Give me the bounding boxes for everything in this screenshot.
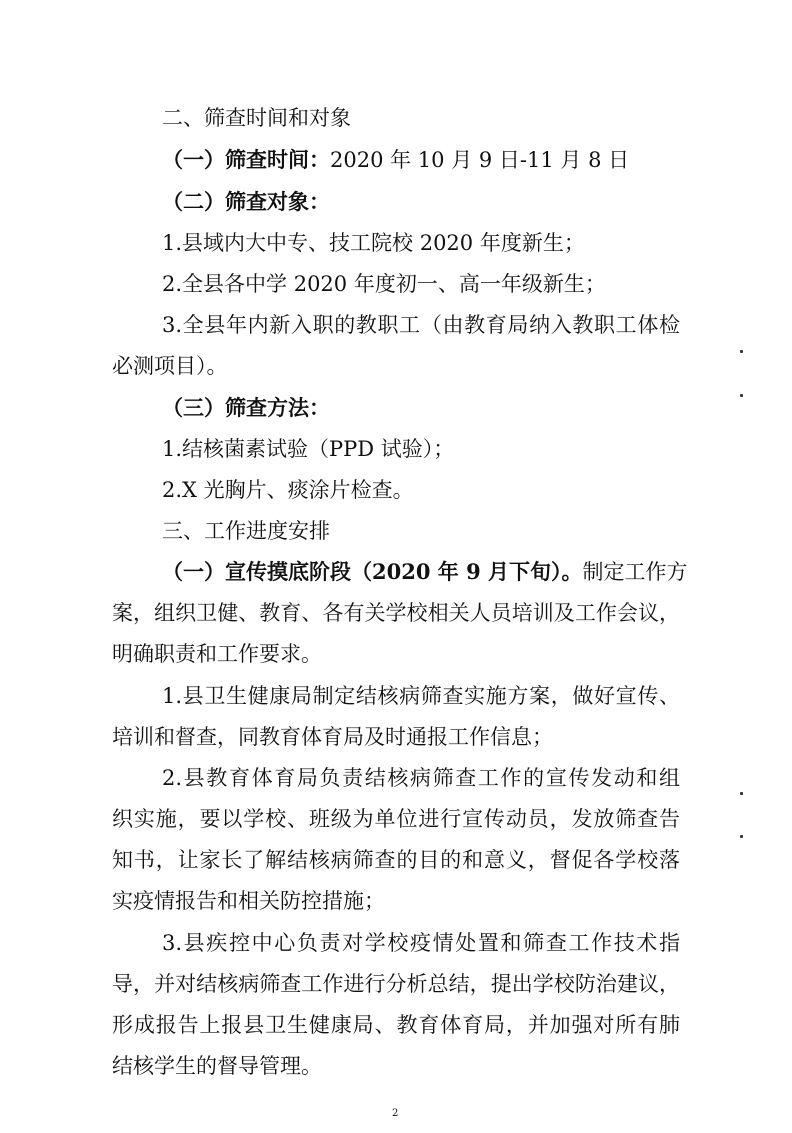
task-item-3-line4: 结核学生的督导管理。: [112, 1054, 322, 1078]
phase1-line3: 明确职责和工作要求。: [112, 642, 322, 666]
scan-speck: [740, 792, 743, 795]
task-item-1-line2: 培训和督查，同教育体育局及时通报工作信息；: [112, 725, 553, 749]
phase1-text: 制定工作方: [582, 560, 688, 584]
task-item-3-line2: 导，并对结核病筛查工作进行分析总结，提出学校防治建议，: [112, 972, 680, 996]
method-item-1: 1.结核菌素试验（PPD 试验）；: [162, 437, 455, 461]
method-item-2: 2.X 光胸片、痰涂片检查。: [162, 478, 414, 502]
section2-title: 二、筛查时间和对象: [162, 106, 351, 130]
scan-speck: [740, 394, 743, 397]
phase1-line1: [162, 558, 688, 586]
screening-target-label: （二）筛查对象：: [162, 189, 330, 214]
task-item-2-line1: 2.县教育体育局负责结核病筛查工作的宣传发动和组: [162, 766, 680, 790]
target-item-2: 2.全县各中学 2020 年度初一、高一年级新生；: [162, 272, 606, 296]
scan-speck: [740, 835, 743, 838]
task-item-3-line3: 形成报告上报县卫生健康局、教育体育局，并加强对所有肺: [112, 1013, 680, 1037]
screening-time-value: 2020 年 10 月 9 日-11 月 8 日: [330, 148, 630, 172]
task-item-1-line1: 1.县卫生健康局制定结核病筛查实施方案，做好宣传、: [162, 684, 680, 708]
task-item-2-line4: 实疫情报告和相关防控措施；: [112, 889, 385, 913]
task-item-3-line1: 3.县疾控中心负责对学校疫情处置和筛查工作技术指: [162, 931, 680, 955]
phase1-label: （一）宣传摸底阶段（2020 年 9 月下旬）。: [162, 559, 583, 584]
target-item-3-line2: 必测项目）。: [112, 354, 228, 378]
page-number: 2: [392, 1108, 399, 1119]
screening-method-label: （三）筛查方法：: [162, 395, 330, 420]
target-item-3-line1: 3.全县年内新入职的教职工（由教育局纳入教职工体检: [162, 313, 680, 337]
phase1-line2: 案，组织卫健、教育、各有关学校相关人员培训及工作会议，: [112, 601, 680, 625]
screening-time-line: [162, 146, 629, 174]
task-item-2-line3: 知书，让家长了解结核病筛查的目的和意义，督促各学校落: [112, 848, 680, 872]
section3-title: 三、工作进度安排: [162, 519, 330, 543]
target-item-1: 1.县域内大中专、技工院校 2020 年度新生；: [162, 231, 585, 255]
screening-time-label: （一）筛查时间：: [162, 147, 330, 172]
task-item-2-line2: 织实施，要以学校、班级为单位进行宣传动员，发放筛查告: [112, 807, 680, 831]
scan-speck: [740, 350, 743, 353]
